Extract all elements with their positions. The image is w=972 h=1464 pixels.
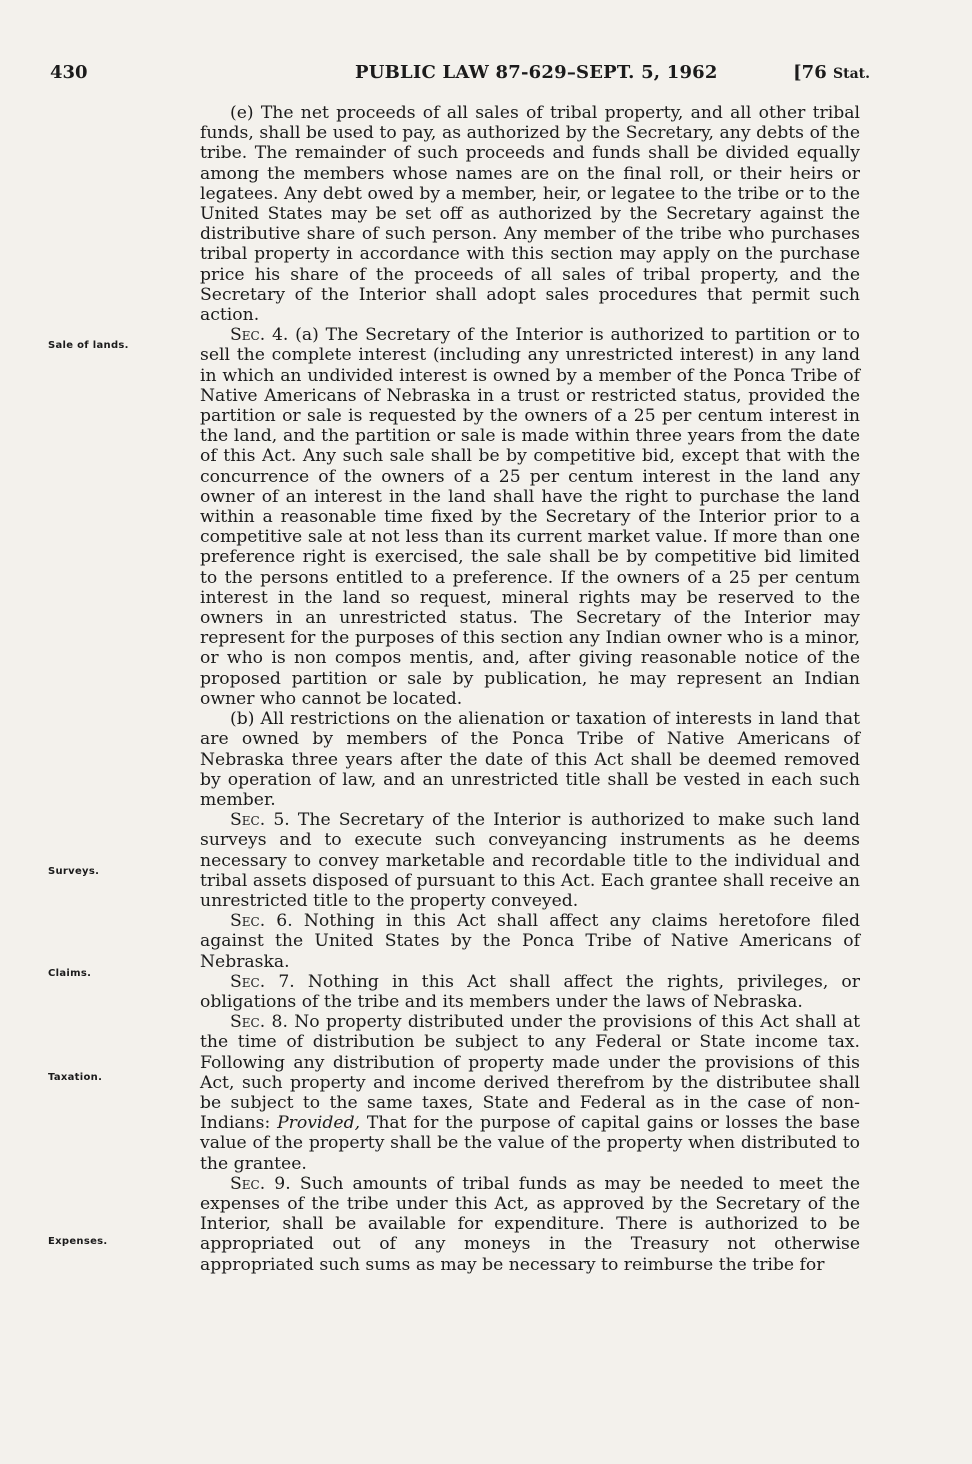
section-text: The Secretary of the Interior is authorized to make such land surveys and to execute such conveyancing instruments as he deems necessary to convey marketable and recordable title to the individual and tribal assets disposed of pursuant to this Act. Each grantee shall receive an unrestricted title to the property conveyed.	[200, 810, 860, 911]
margin-note-claims: Claims.	[48, 968, 92, 979]
section-text: (a) The Secretary of the Interior is authorized to partition or to sell the complete interest (including any unrestricted interest) in any land in which an undivided interest is owned by a member of the Ponca Tribe of Native Americans of Nebraska in a trust or restricted status, provided the partition or sale is requested by the owners of a 25 per centum interest in the land, and the partition or sale is made within three years from the date of this Act. Any such sale shall be by competitive bid, except that with the concurrence of the owners of a 25 per centum interest in the land any owner of an interest in the land shall have the right to purchase the land within a reasonable time fixed by the Secretary of the Interior prior to a competitive sale at not less than its current market value. If more than one preference right is exercised, the sale shall be by competitive bid limited to the persons entitled to a preference. If the owners of a 25 per centum interest in the land so request, mineral rights may be reserved to the owners in an unrestricted status. The Secretary of the Interior may represent for the purposes of this section any Indian owner who is a minor, or who is non compos mentis, and, after giving reasonable notice of the proposed partition or sale by publication, he may represent an Indian owner who cannot be located.	[200, 325, 860, 709]
page-number: 430	[50, 62, 88, 83]
section-text: Such amounts of tribal funds as may be needed to meet the expenses of the tribe under this Act, as approved by the Secretary of the Interior, shall be available for expenditure. There is authorized to be appropriated out of any moneys in the Treasury not otherwise appropriated such sums as may be necessary to reimburse the tribe for	[200, 1173, 861, 1275]
section-label: Sec. 6.	[230, 911, 293, 932]
body-text	[200, 103, 860, 1275]
section-label: Sec. 4.	[230, 325, 289, 346]
section-label: Sec. 5.	[230, 810, 290, 831]
section-7	[200, 972, 860, 1012]
margin-note-taxation: Taxation.	[48, 1072, 103, 1083]
paragraph-e: (e) The net proceeds of all sales of tribal property, and all other tribal funds, shall be used to pay, as authorized by the Secretary, any debts of the tribe. The remainder of such proceeds and funds shall be divided equally among the members whose names are on the final roll, or their heirs or legatees. Any debt owed by a member, heir, or legatee to the tribe or to the United States may be set off as authorized by the Secretary against the distributive share of such person. Any member of the tribe who purchases tribal property in accordance with this section may apply on the purchase price his share of the proceeds of all sales of tribal property, and the Secretary of the Interior shall adopt sales procedures that permit such action.	[200, 103, 860, 326]
margin-note-sale-of-lands: Sale of lands.	[48, 340, 129, 351]
section-label: Sec. 8.	[230, 1012, 288, 1033]
section-4b: (b) All restrictions on the alienation or taxation of interests in land that are owned by members of the Ponca Tribe of Native Americans of Nebraska three years after the date of this Act shall be deemed removed by operation of law, and an unrestricted title shall be vested in each such member.	[200, 709, 860, 810]
section-label: Sec. 9.	[230, 1173, 291, 1194]
section-8	[200, 1012, 860, 1174]
volume-stat: Stat.	[833, 66, 870, 82]
page-header	[50, 62, 870, 92]
provided-clause: Provided,	[277, 1113, 361, 1134]
margin-note-surveys: Surveys.	[48, 866, 100, 877]
margin-note-expenses: Expenses.	[48, 1236, 108, 1247]
volume-citation	[793, 62, 870, 83]
section-label: Sec. 7.	[230, 971, 295, 992]
section-text: No property distributed under the provisions of this Act shall at the time of distribution be subject to any Federal or State income tax. Following any distribution of property made under the provisions of this Act, such property and income derived therefrom by the distributee shall be subject to the same taxes, State and Federal as in the case of non-Indians:	[200, 1012, 860, 1134]
section-4a	[200, 325, 860, 709]
section-5	[200, 810, 860, 911]
running-title: PUBLIC LAW 87-629–SEPT. 5, 1962	[355, 62, 718, 83]
section-9	[200, 1174, 860, 1275]
section-text-continued: That for the purpose of capital gains or losses the base value of the property shall be the value of the property when distributed to the grantee.	[200, 1113, 861, 1174]
volume-prefix: [76	[793, 62, 833, 83]
section-text: Nothing in this Act shall affect the rights, privileges, or obligations of the tribe and its members under the laws of Nebraska.	[200, 971, 860, 1012]
section-6	[200, 911, 860, 972]
section-text: Nothing in this Act shall affect any claims heretofore filed against the United States by the Ponca Tribe of Native Americans of Nebraska.	[200, 911, 860, 972]
